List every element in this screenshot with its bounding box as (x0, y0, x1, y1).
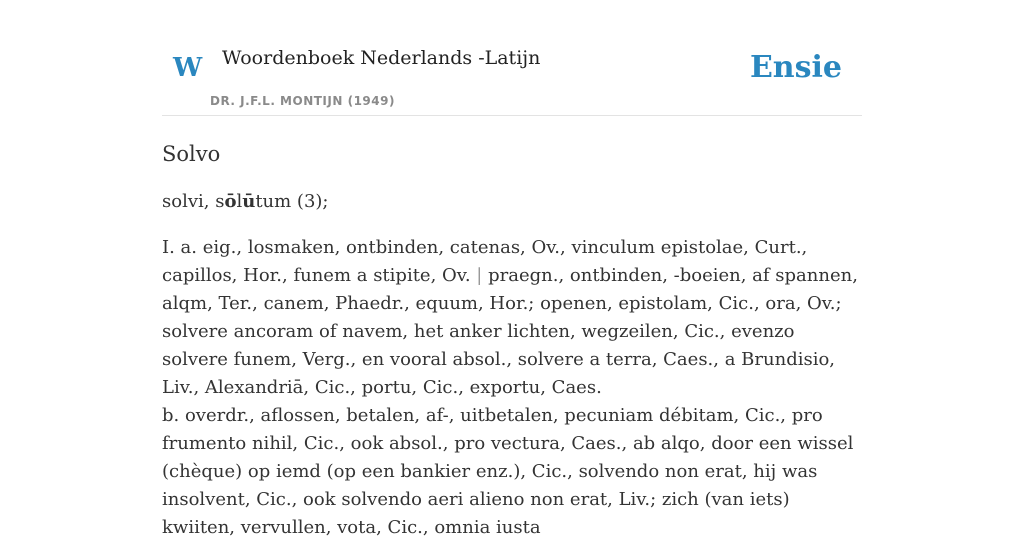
definition-text: I. a. eig., losmaken, ontbinden, catenas, Ov., vinculum epistolae, Curt., capillos, Hor., funem a stipite, Ov. (162, 237, 808, 286)
book-author: DR. J.F.L. MONTIJN (1949) (210, 94, 395, 108)
forms-text: solvi, s (162, 191, 225, 212)
entry-content (162, 138, 862, 542)
forms-bold-vowel: ō (224, 191, 237, 212)
book-logo-icon[interactable]: W (173, 53, 203, 83)
book-header (162, 40, 862, 116)
book-title-link[interactable]: Woordenboek Nederlands -Latijn (222, 47, 541, 69)
definition-paragraph-b: b. overdr., aflossen, betalen, af-, uitbetalen, pecuniam débitam, Cic., pro frumento nihil, Cic., ook absol., pro vectura, Caes., ab alqo, door een wissel (chèque) op iemd (op een bankier enz.), Cic., solvendo non erat, hij was insolvent, Cic., ook solvendo aeri alieno non erat, Liv.; zich (van iets) kwiiten, vervullen, vota, Cic., omnia iusta (162, 405, 854, 538)
ensie-logo-link[interactable]: Ensie (749, 50, 842, 85)
entry-title: Solvo (162, 142, 221, 166)
definition-text: praegn., ontbinden, -boeien, af spannen, alqm, Ter., canem, Phaedr., equum, Hor.; openen, epistolam, Cic., ora, Ov.; solvere ancoram of navem, het anker lichten, wegzeilen, Cic., evenzo solvere funem, Verg., en vooral absol., solvere a terra, Caes., a Brundisio, Liv., Alexandriā, Cic., portu, Cic., exportu, Caes. (162, 265, 858, 398)
entry-body (162, 234, 862, 542)
forms-bold-vowel: ū (242, 191, 256, 212)
entry-forms (162, 188, 862, 216)
definition-paragraph-a (162, 234, 862, 402)
forms-text: tum (3); (255, 191, 329, 212)
separator: | (476, 265, 483, 286)
forms-text: l (236, 191, 243, 212)
